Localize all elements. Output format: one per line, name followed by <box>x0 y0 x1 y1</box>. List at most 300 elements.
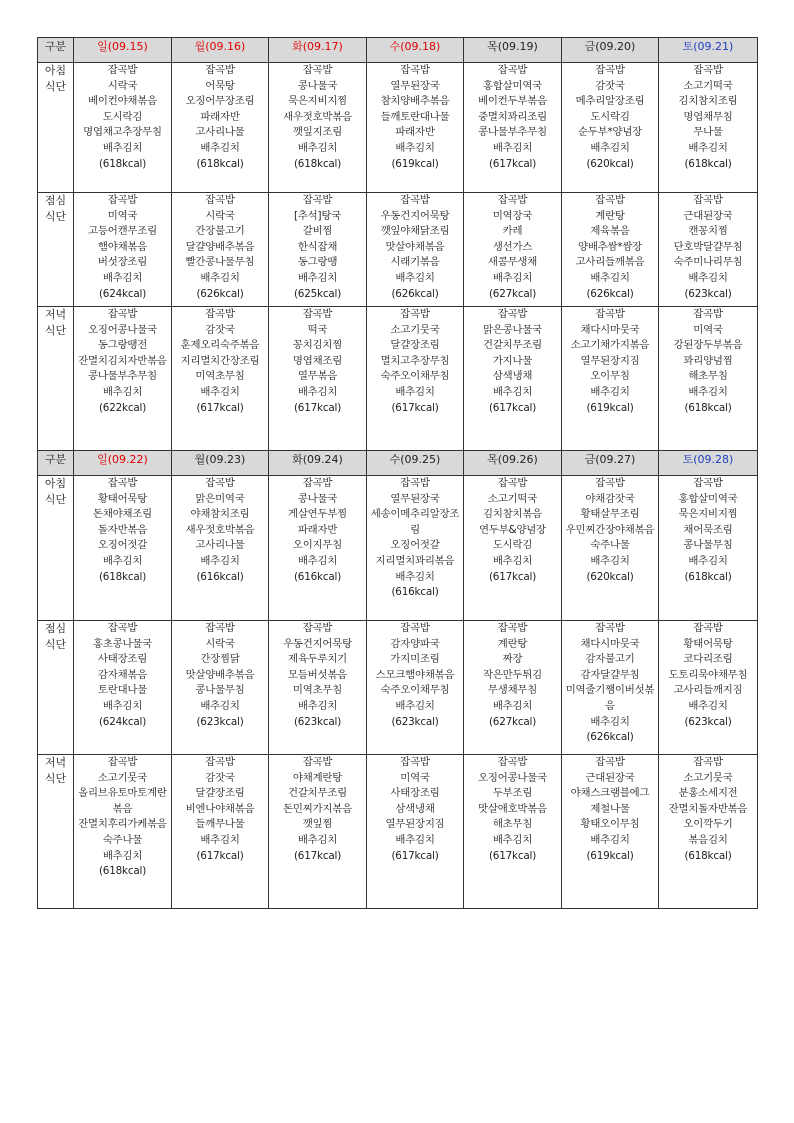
menu-item: (618kcal) <box>684 401 732 414</box>
menu-item: 배추김치 <box>297 271 338 284</box>
menu-item: 미역국 <box>400 771 430 784</box>
menu-item: 숙주오이채무침 <box>380 370 450 383</box>
menu-cell <box>464 307 562 451</box>
menu-item: 돈채야채조림 <box>92 508 153 521</box>
menu-item: 도토리묵야채무침 <box>668 668 748 681</box>
menu-item: (617kcal) <box>488 157 537 170</box>
menu-item: 숙주오이채무침 <box>380 684 450 697</box>
menu-cell <box>659 476 758 621</box>
menu-item: 배추김치 <box>102 141 143 154</box>
menu-item: 우동건지어묵탕 <box>283 637 352 650</box>
menu-cell <box>464 63 562 193</box>
menu-cell <box>367 307 464 451</box>
day-header: 목(09.19) <box>464 38 562 63</box>
menu-cell <box>172 193 269 307</box>
menu-cell <box>562 63 659 193</box>
menu-item: 근대된장국 <box>585 771 635 784</box>
menu-item: 잡곡밥 <box>497 477 528 489</box>
menu-item: 근대된장국 <box>683 209 733 222</box>
menu-item: 맑은미역국 <box>195 492 245 505</box>
menu-cell <box>269 193 367 307</box>
menu-item: (617kcal) <box>196 401 244 414</box>
menu-item: 감잣국 <box>595 79 625 92</box>
week-1-lunch-row <box>38 193 758 307</box>
day-header: 목(09.26) <box>464 451 562 476</box>
menu-cell <box>269 621 367 755</box>
menu-item: (626kcal) <box>586 731 634 744</box>
menu-item: 잡곡밥 <box>400 194 430 206</box>
menu-item: 미역줄기쨈이버섯볶음 <box>565 684 655 712</box>
menu-item: 깻잎야채닭조림 <box>380 225 450 238</box>
menu-cell <box>172 621 269 755</box>
menu-item: 잡곡밥 <box>497 756 528 768</box>
menu-item: (623kcal) <box>684 287 732 300</box>
menu-item: 제육볶음 <box>590 225 630 238</box>
menu-item: 배추김치 <box>102 271 143 284</box>
menu-item: 잡곡밥 <box>497 308 528 320</box>
menu-item: 새우젓호박볶음 <box>283 110 352 123</box>
dinner-label: 저녁 식단 <box>38 307 74 451</box>
menu-item: 작은만두튀김 <box>482 668 543 681</box>
menu-item: 배추김치 <box>492 271 533 284</box>
menu-item: 열무된장국 <box>390 492 440 505</box>
menu-item: 파래자반 <box>395 126 435 139</box>
menu-cell <box>269 307 367 451</box>
menu-item: 배추김치 <box>590 271 630 284</box>
menu-item: 잡곡밥 <box>107 756 138 768</box>
menu-item: 가지미조림 <box>390 653 440 666</box>
menu-item: 동그랑땡 <box>297 256 338 269</box>
menu-item: 야채스크램블에그 <box>570 787 650 800</box>
menu-item: (625kcal) <box>293 287 342 300</box>
menu-item: 분홍소세지전 <box>678 787 738 800</box>
menu-item: 채다시마뭇국 <box>580 323 640 336</box>
menu-item: 묵은지비지찜 <box>287 95 348 108</box>
menu-item: 배추김치 <box>590 715 630 728</box>
menu-item: (626kcal) <box>391 287 439 300</box>
menu-item: (616kcal) <box>293 570 342 583</box>
breakfast-label: 아침 식단 <box>38 476 74 621</box>
menu-item: (620kcal) <box>586 570 634 583</box>
menu-item: (617kcal) <box>293 401 342 414</box>
menu-item: 배추김치 <box>688 385 728 398</box>
menu-item: 잡곡밥 <box>205 622 235 634</box>
menu-cell <box>367 755 464 909</box>
menu-item: 잡곡밥 <box>205 308 235 320</box>
lunch-label: 점심 식단 <box>38 193 74 307</box>
dinner-label: 저녁 식단 <box>38 755 74 909</box>
menu-item: 김치참치볶음 <box>482 508 543 521</box>
menu-item: (626kcal) <box>586 287 634 300</box>
menu-item: 소고기뭇국 <box>390 323 440 336</box>
menu-item: 미역국 <box>693 323 723 336</box>
menu-item: 메추리알장조림 <box>575 95 645 108</box>
day-header: 월(09.16) <box>172 38 269 63</box>
menu-item: (618kcal) <box>98 865 147 878</box>
menu-item: 잡곡밥 <box>693 622 723 634</box>
menu-item: 홍초콩나물국 <box>92 637 153 650</box>
menu-item: 버섯장조림 <box>97 256 148 269</box>
menu-item: (619kcal) <box>586 401 634 414</box>
menu-item: 모듬버섯볶음 <box>287 668 348 681</box>
menu-item: 제철나물 <box>590 802 630 815</box>
menu-item: 콩나물무침 <box>195 684 245 697</box>
menu-item: 중멸치꽈리조림 <box>478 110 547 123</box>
menu-item: 달걀장조림 <box>195 787 245 800</box>
menu-item: 채어묵조림 <box>683 523 733 536</box>
menu-cell <box>172 63 269 193</box>
menu-item: 파래자반 <box>200 110 240 123</box>
menu-item: 잡곡밥 <box>693 308 723 320</box>
menu-item: 우동건지어묵탕 <box>380 209 450 222</box>
menu-item: 배추김치 <box>297 833 338 846</box>
menu-item: 시락국 <box>205 209 235 222</box>
menu-item: 배추김치 <box>590 385 630 398</box>
menu-item: (627kcal) <box>488 715 537 728</box>
menu-item: 세송이메추리알장조림 <box>370 508 460 536</box>
menu-item: 묵은지비지찜 <box>678 508 738 521</box>
menu-item: 배추김치 <box>200 833 240 846</box>
menu-item: 비엔나야채볶음 <box>185 802 255 815</box>
menu-item: 토란대나물 <box>97 684 148 697</box>
menu-item: 잡곡밥 <box>107 64 138 76</box>
menu-item: (626kcal) <box>196 287 244 300</box>
menu-item: 시락국 <box>205 637 235 650</box>
menu-item: 해초무침 <box>688 370 728 383</box>
menu-item: 잡곡밥 <box>205 477 235 489</box>
menu-item: 소고기채가지볶음 <box>570 339 650 352</box>
menu-cell <box>74 755 172 909</box>
menu-item: (617kcal) <box>391 401 439 414</box>
menu-item: 배추김치 <box>297 385 338 398</box>
menu-item: 오징어젓갈 <box>390 539 440 552</box>
menu-item: 멸치고추장무침 <box>380 354 450 367</box>
menu-item: 무생채무침 <box>487 684 538 697</box>
menu-item: (623kcal) <box>293 715 342 728</box>
menu-item: 잔멸치돌자반볶음 <box>668 802 748 815</box>
menu-cell <box>74 193 172 307</box>
menu-item: 무나물 <box>693 126 723 139</box>
menu-item: 잡곡밥 <box>302 477 333 489</box>
day-header: 일(09.22) <box>74 451 172 476</box>
menu-item: 시래기볶음 <box>390 256 440 269</box>
menu-item: 배추김치 <box>102 554 143 567</box>
menu-item: (617kcal) <box>488 570 537 583</box>
menu-item: 강된장두부볶음 <box>673 339 743 352</box>
menu-item: 잡곡밥 <box>302 622 333 634</box>
menu-item: 볶음김치 <box>688 833 728 846</box>
menu-item: 어묵탕 <box>205 79 235 92</box>
menu-item: (618kcal) <box>293 157 342 170</box>
menu-item: 지리멸치꽈리볶음 <box>375 554 455 567</box>
menu-item: 베이컨야채볶음 <box>88 95 157 108</box>
menu-item: 연두부&양념장 <box>479 523 546 536</box>
menu-item: 황태살무조림 <box>580 508 640 521</box>
menu-item: 잡곡밥 <box>205 64 235 76</box>
day-header: 수(09.25) <box>367 451 464 476</box>
menu-item: (618kcal) <box>684 849 732 862</box>
menu-item: 두부조림 <box>492 787 533 800</box>
menu-item: 잡곡밥 <box>595 194 625 206</box>
menu-item: 야채감잣국 <box>585 492 635 505</box>
menu-item: 소고기떡국 <box>683 79 733 92</box>
menu-item: 배추김치 <box>395 141 435 154</box>
menu-item: 캔꽁치찜 <box>688 225 728 238</box>
menu-item: 돈민찌가지볶음 <box>283 802 352 815</box>
menu-item: 새콤무생채 <box>487 256 538 269</box>
menu-item: 미역초무침 <box>292 684 343 697</box>
menu-item: (624kcal) <box>98 287 147 300</box>
day-header: 화(09.17) <box>269 38 367 63</box>
menu-item: 잡곡밥 <box>107 622 138 634</box>
menu-item: 배추김치 <box>395 385 435 398</box>
menu-item: 잡곡밥 <box>595 308 625 320</box>
menu-item: 삼색냉채 <box>492 370 533 383</box>
menu-item: 단호박달걀무침 <box>673 240 743 253</box>
menu-item: 잡곡밥 <box>693 756 723 768</box>
menu-item: 올리브유토마토계란볶음 <box>78 787 167 815</box>
menu-item: 한식잡채 <box>297 240 338 253</box>
menu-item: 참치양배추볶음 <box>380 95 450 108</box>
menu-item: 들깨토란대나물 <box>380 110 450 123</box>
meal-plan-table <box>37 37 758 909</box>
menu-item: 오징어콩나물국 <box>478 771 547 784</box>
menu-cell <box>269 63 367 193</box>
menu-item: 배추김치 <box>297 699 338 712</box>
menu-item: 카레 <box>502 225 523 238</box>
menu-item: 고사리들깨지짐 <box>673 684 743 697</box>
menu-item: 콩나물국 <box>297 79 338 92</box>
menu-item: (617kcal) <box>196 849 244 862</box>
menu-item: 배추김치 <box>688 554 728 567</box>
menu-cell <box>464 193 562 307</box>
menu-item: 배추김치 <box>200 554 240 567</box>
menu-item: 오징어콩나물국 <box>88 323 157 336</box>
menu-cell <box>659 63 758 193</box>
menu-item: 홍합살미역국 <box>482 79 543 92</box>
menu-cell <box>464 755 562 909</box>
menu-cell <box>659 621 758 755</box>
menu-item: (623kcal) <box>391 715 439 728</box>
day-header: 화(09.24) <box>269 451 367 476</box>
breakfast-label: 아침 식단 <box>38 63 74 193</box>
menu-item: 황태어묵탕 <box>683 637 733 650</box>
menu-item: 간장불고기 <box>195 225 245 238</box>
menu-item: 잡곡밥 <box>107 308 138 320</box>
menu-item: 잡곡밥 <box>302 756 333 768</box>
menu-item: 잡곡밥 <box>595 622 625 634</box>
menu-item: 우민찌간장야채볶음 <box>565 523 655 536</box>
menu-item: 고사리나물 <box>195 539 245 552</box>
menu-item: (623kcal) <box>684 715 732 728</box>
menu-item: 오이지무침 <box>292 539 343 552</box>
menu-item: 채다시마뭇국 <box>580 637 640 650</box>
menu-item: 제육두루치기 <box>287 653 348 666</box>
menu-item: 잡곡밥 <box>302 64 333 76</box>
menu-item: 감잣국 <box>205 323 235 336</box>
menu-item: 오이깍두기 <box>683 818 733 831</box>
menu-item: 배추김치 <box>102 385 143 398</box>
menu-item: 감자채볶음 <box>97 668 148 681</box>
menu-cell <box>464 476 562 621</box>
menu-item: 양배추쌈*쌈장 <box>577 240 643 253</box>
menu-cell <box>269 476 367 621</box>
day-header: 토(09.28) <box>659 451 758 476</box>
menu-item: 배추김치 <box>590 554 630 567</box>
menu-cell <box>367 476 464 621</box>
menu-item: 배추김치 <box>590 141 630 154</box>
menu-item: 계란탕 <box>497 637 528 650</box>
menu-item: (618kcal) <box>98 157 147 170</box>
menu-cell <box>659 755 758 909</box>
menu-item: 도시락김 <box>102 110 143 123</box>
menu-item: 야채참치조림 <box>190 508 250 521</box>
menu-item: 잡곡밥 <box>595 477 625 489</box>
menu-item: 배추김치 <box>200 699 240 712</box>
menu-cell <box>659 193 758 307</box>
menu-item: 황태어묵탕 <box>97 492 148 505</box>
menu-cell <box>74 307 172 451</box>
menu-item: 잡곡밥 <box>497 622 528 634</box>
menu-item: 숙주나물 <box>590 539 630 552</box>
menu-item: 배추김치 <box>297 141 338 154</box>
menu-item: 베이컨두부볶음 <box>478 95 547 108</box>
menu-item: 배추김치 <box>297 554 338 567</box>
menu-cell <box>74 63 172 193</box>
menu-cell <box>74 621 172 755</box>
menu-item: 배추김치 <box>200 271 240 284</box>
menu-item: 해초무침 <box>492 818 533 831</box>
menu-cell <box>172 755 269 909</box>
day-header: 일(09.15) <box>74 38 172 63</box>
menu-item: 배추김치 <box>590 833 630 846</box>
day-header: 수(09.18) <box>367 38 464 63</box>
menu-item: 배추김치 <box>200 385 240 398</box>
lunch-label: 점심 식단 <box>38 621 74 755</box>
menu-item: 열무된장지짐 <box>385 818 445 831</box>
menu-item: 콩나물국 <box>297 492 338 505</box>
menu-item: (618kcal) <box>684 570 732 583</box>
menu-item: 맛살양배추볶음 <box>185 668 255 681</box>
menu-item: (617kcal) <box>293 849 342 862</box>
menu-item: 사태장조림 <box>97 653 148 666</box>
menu-item: 달걀장조림 <box>390 339 440 352</box>
menu-item: (618kcal) <box>684 157 732 170</box>
menu-item: 잡곡밥 <box>302 194 333 206</box>
menu-item: 열무된장국 <box>390 79 440 92</box>
menu-item: 소고기떡국 <box>487 492 538 505</box>
menu-item: (623kcal) <box>196 715 244 728</box>
menu-item: 오징어젓갈 <box>97 539 148 552</box>
menu-item: 고등어캔무조림 <box>88 225 157 238</box>
menu-item: (622kcal) <box>98 401 147 414</box>
menu-item: 배추김치 <box>492 699 533 712</box>
menu-item: 깻잎찜 <box>302 818 333 831</box>
menu-item: 떡국 <box>307 323 328 336</box>
menu-item: 콩나물부추무침 <box>478 126 547 139</box>
menu-cell <box>367 63 464 193</box>
category-header: 구분 <box>38 451 74 476</box>
menu-item: (616kcal) <box>391 586 439 599</box>
menu-item: 코다리조림 <box>683 653 733 666</box>
week-1-breakfast-row <box>38 63 758 193</box>
menu-item: 맑은콩나물국 <box>482 323 543 336</box>
menu-item: 황태오이무침 <box>580 818 640 831</box>
menu-item: 감잣국 <box>205 771 235 784</box>
day-header: 월(09.23) <box>172 451 269 476</box>
menu-item: 배추김치 <box>688 699 728 712</box>
menu-cell <box>562 621 659 755</box>
menu-cell <box>464 621 562 755</box>
menu-cell <box>562 193 659 307</box>
week-2-header-row <box>38 451 758 476</box>
menu-item: 숙주미나리무침 <box>673 256 743 269</box>
menu-item: 맛살애호박볶음 <box>478 802 547 815</box>
menu-item: 소고기뭇국 <box>97 771 148 784</box>
menu-item: 짜장 <box>502 653 523 666</box>
menu-item: 지리멸치간장조림 <box>180 354 260 367</box>
menu-item: 미역국 <box>107 209 138 222</box>
menu-item: 시락국 <box>107 79 138 92</box>
menu-cell <box>659 307 758 451</box>
menu-item: 삼색냉채 <box>395 802 435 815</box>
day-header: 금(09.27) <box>562 451 659 476</box>
menu-item: 계란탕 <box>595 209 625 222</box>
menu-item: 배추김치 <box>492 385 533 398</box>
menu-item: 훈제오리숙주볶음 <box>180 339 260 352</box>
menu-item: 오징어무장조림 <box>185 95 255 108</box>
menu-item: (620kcal) <box>586 157 634 170</box>
menu-item: 홍합살미역국 <box>678 492 738 505</box>
menu-cell <box>269 755 367 909</box>
menu-item: 건갈치무조림 <box>287 787 348 800</box>
menu-item: 열무된장지짐 <box>580 354 640 367</box>
menu-item: (627kcal) <box>488 287 537 300</box>
menu-item: 배추김치 <box>492 141 533 154</box>
menu-item: 명엽채무침 <box>683 110 733 123</box>
menu-item: 명엽채조림 <box>292 354 343 367</box>
menu-item: 배추김치 <box>688 271 728 284</box>
menu-item: (617kcal) <box>488 401 537 414</box>
menu-item: 배추김치 <box>395 271 435 284</box>
menu-item: 잡곡밥 <box>595 64 625 76</box>
menu-item: 오이무침 <box>590 370 630 383</box>
menu-item: 잡곡밥 <box>400 64 430 76</box>
menu-item: 순두부*양념장 <box>577 126 643 139</box>
menu-item: 배추김치 <box>395 570 435 583</box>
menu-item: 배추김치 <box>492 554 533 567</box>
menu-item: 가지나물 <box>492 354 533 367</box>
menu-cell <box>562 307 659 451</box>
menu-item: 콩나물부추무침 <box>88 370 157 383</box>
menu-item: 명엽채고추장무침 <box>83 126 162 139</box>
menu-item: 배추김치 <box>395 833 435 846</box>
menu-item: (624kcal) <box>98 715 147 728</box>
menu-item: 건갈치무조림 <box>482 339 543 352</box>
menu-item: 잔멸치김치자반볶음 <box>78 354 167 367</box>
menu-item: 야채계란탕 <box>292 771 343 784</box>
menu-item: 맛살야채볶음 <box>385 240 445 253</box>
menu-item: (619kcal) <box>586 849 634 862</box>
menu-cell <box>172 307 269 451</box>
menu-item: 배추김치 <box>102 849 143 862</box>
menu-item: 감자불고기 <box>585 653 635 666</box>
menu-item: 고사리나물 <box>195 126 245 139</box>
menu-item: 잡곡밥 <box>497 64 528 76</box>
menu-item: 배추김치 <box>200 141 240 154</box>
day-header: 금(09.20) <box>562 38 659 63</box>
menu-item: 소고기뭇국 <box>683 771 733 784</box>
